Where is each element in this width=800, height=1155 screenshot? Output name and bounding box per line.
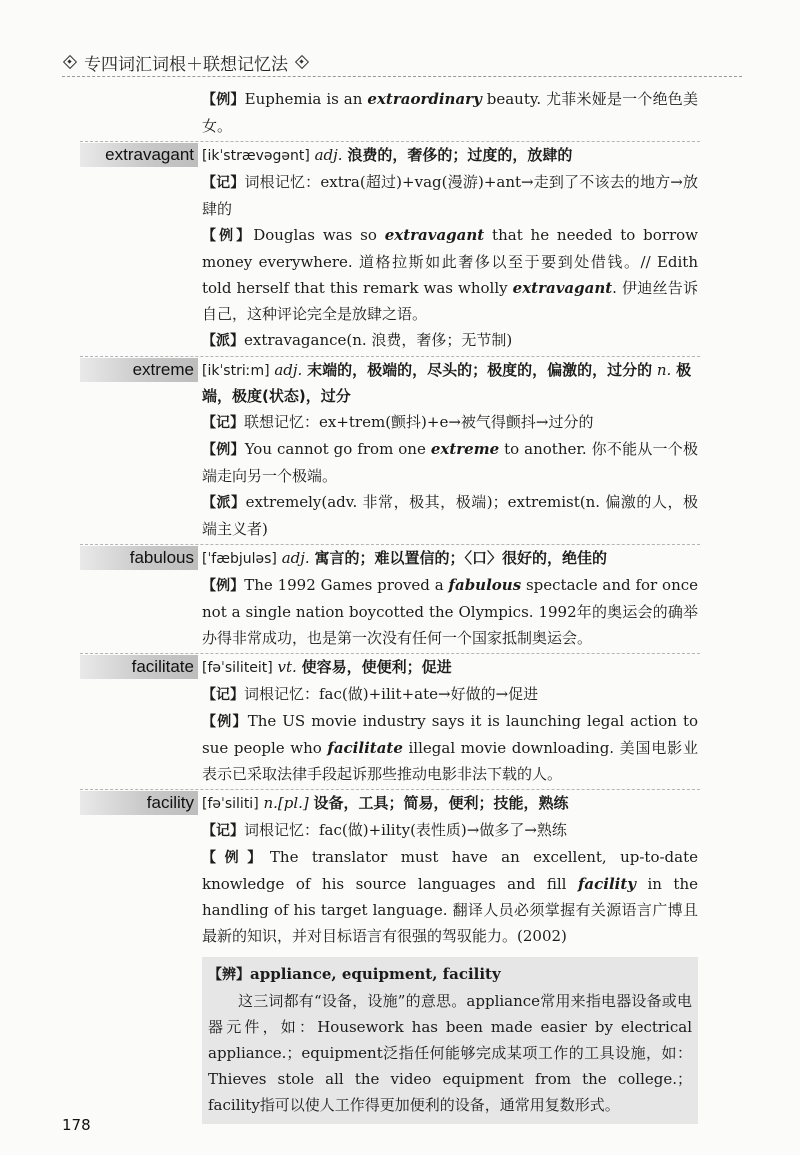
- definition-line: [202, 655, 698, 681]
- example-text: beauty. 尤菲米娅是一个绝色美女。: [202, 90, 699, 135]
- example-text: Euphemia is an: [244, 90, 368, 108]
- example-line: [202, 844, 698, 949]
- memory-label: 【记】: [202, 823, 244, 839]
- page-header: [62, 48, 742, 76]
- definition-line: [202, 546, 698, 572]
- entry-extreme: [80, 356, 700, 542]
- example-highlight: facility: [577, 875, 636, 893]
- example-text: Douglas was so: [253, 226, 385, 244]
- pronunciation: [ikˈstriːm]: [202, 363, 270, 379]
- headword: facility: [80, 791, 198, 815]
- memory-label: 【记】: [202, 415, 244, 431]
- example-label: 【例】: [202, 850, 270, 866]
- page-title: 专四词汇词根＋联想记忆法: [84, 54, 288, 75]
- memory-text: 词根记忆：fac(做)+ilit+ate→好做的→促进: [244, 685, 539, 703]
- example-line: [202, 436, 698, 489]
- memory-text: 联想记忆：ex+trem(颤抖)+e→被气得颤抖→过分的: [244, 413, 594, 431]
- definition: 设备，工具；简易，便利；技能，熟练: [313, 794, 569, 812]
- memory-line: [202, 681, 698, 708]
- example-text: that he needed to borrow money everywhere. 道格拉斯如此奢侈以至于要到处借钱。// Edith told herself that this remark was wholly: [202, 226, 699, 297]
- definition-line: [202, 358, 698, 409]
- pronunciation: [ˈfæbjuləs]: [202, 551, 277, 567]
- distinguish-box: [202, 957, 698, 1124]
- part-of-speech: adj.: [274, 361, 303, 379]
- diamond-icon: [296, 56, 308, 68]
- memory-label: 【记】: [202, 175, 245, 191]
- derived-label: 【派】: [202, 495, 246, 511]
- example-label: 【例】: [202, 92, 245, 108]
- pronunciation: [fəˈsiliteit]: [202, 660, 273, 676]
- example-label: 【例】: [202, 714, 248, 730]
- part-of-speech: adj.: [281, 549, 310, 567]
- definition-line: [202, 143, 698, 169]
- example-label: 【例】: [202, 228, 254, 244]
- memory-label: 【记】: [202, 687, 244, 703]
- example-line: [202, 572, 698, 651]
- example-label: 【例】: [202, 578, 245, 594]
- memory-text: 词根记忆：extra(超过)+vag(漫游)+ant→走到了不该去的地方→放肆的: [202, 173, 699, 218]
- example-highlight: extraordinary: [367, 90, 482, 108]
- example-highlight: extravagant: [384, 226, 485, 244]
- headword: extravagant: [80, 143, 198, 167]
- header-rule: [62, 76, 742, 77]
- headword: extreme: [80, 358, 198, 382]
- headword: facilitate: [80, 655, 198, 679]
- memory-line: [202, 409, 698, 436]
- example-text: The translator must have an excellent, up-to-date knowledge of his source languages and fill: [202, 848, 698, 893]
- part-of-speech: vt.: [277, 658, 297, 676]
- memory-text: 词根记忆：fac(做)+ility(表性质)→做多了→熟练: [244, 821, 567, 839]
- entry-facility: [80, 789, 700, 949]
- example-line: [202, 222, 698, 327]
- dictionary-content: [80, 86, 700, 1124]
- example-highlight: extreme: [430, 440, 500, 458]
- derived-text: extremely(adv. 非常，极其，极端)；extremist(n. 偏激的人，极端主义者): [202, 493, 698, 538]
- example-text: illegal movie downloading. 美国电影业表示已采取法律手段起诉那些推动电影非法下载的人。: [202, 739, 699, 783]
- example-label: 【例】: [202, 442, 245, 458]
- page-number: 178: [62, 1116, 91, 1134]
- definition: 寓言的；难以置信的；〈口〉很好的，绝佳的: [314, 549, 607, 567]
- example-line: [202, 708, 698, 787]
- part-of-speech: adj.: [314, 146, 343, 164]
- distinguish-title: appliance, equipment, facility: [250, 965, 501, 983]
- definition-line: [202, 791, 698, 817]
- example-text: in the handling of his target language. 翻译人员必须掌握有关源语言广博且最新的知识，并对目标语言有很强的驾驭能力。(2002): [202, 875, 698, 945]
- plural-marker: [pl.]: [277, 794, 309, 812]
- part-of-speech: n.: [656, 361, 672, 379]
- memory-line: [202, 817, 698, 844]
- definition: 使容易，使便利；促进: [301, 658, 452, 676]
- derived-label: 【派】: [202, 333, 244, 349]
- derived-text: extravagance(n. 浪费，奢侈；无节制): [244, 331, 513, 349]
- headword: fabulous: [80, 546, 198, 570]
- entry-fabulous: [80, 544, 700, 651]
- derived-line: [202, 327, 698, 354]
- memory-line: [202, 169, 698, 222]
- pronunciation: [fəˈsiliti]: [202, 796, 259, 812]
- example-text: The 1992 Games proved a: [244, 576, 449, 594]
- example-text: The US movie industry says it is launching legal action to sue people who: [202, 712, 698, 757]
- diamond-icon: [64, 56, 76, 68]
- definition: 末端的，极端的，尽头的；极度的，偏激的，过分的: [307, 361, 653, 379]
- intro-example: [202, 86, 698, 139]
- distinguish-text: 这三词都有“设备，设施”的意思。appliance常用来指电器设备或电器元件，如：Housework has been made easier by electrical appliance.；equipment泛指任何能够完成某项工作的工具设施，如：Thieves stole all the video equipment from the college.；facility指可以使人工作得更加便利的设备，通常用复数形式。: [208, 992, 692, 1114]
- distinguish-label: 【辨】: [208, 967, 250, 983]
- entry-extravagant: [80, 141, 700, 354]
- example-text: spectacle and for once not a single nation boycotted the Olympics. 1992年的奥运会的确举办得非常成功，也是第一次没有任何一个国家抵制奥运会。: [202, 576, 699, 647]
- derived-line: [202, 489, 698, 542]
- example-highlight: facilitate: [327, 739, 403, 757]
- pronunciation: [ikˈstrævəgənt]: [202, 148, 310, 164]
- example-text: You cannot go from one: [244, 440, 431, 458]
- example-text: . 伊迪丝告诉自己，这种评论完全是放肆之语。: [202, 279, 698, 323]
- example-highlight: extravagant: [512, 279, 613, 297]
- definition: 极端，极度(状态)，过分: [202, 361, 692, 405]
- part-of-speech: n.: [263, 794, 278, 812]
- entry-facilitate: [80, 653, 700, 787]
- example-highlight: fabulous: [448, 576, 522, 594]
- definition: 浪费的，奢侈的；过度的，放肆的: [347, 146, 573, 164]
- example-text: to another. 你不能从一个极端走向另一个极端。: [202, 440, 698, 485]
